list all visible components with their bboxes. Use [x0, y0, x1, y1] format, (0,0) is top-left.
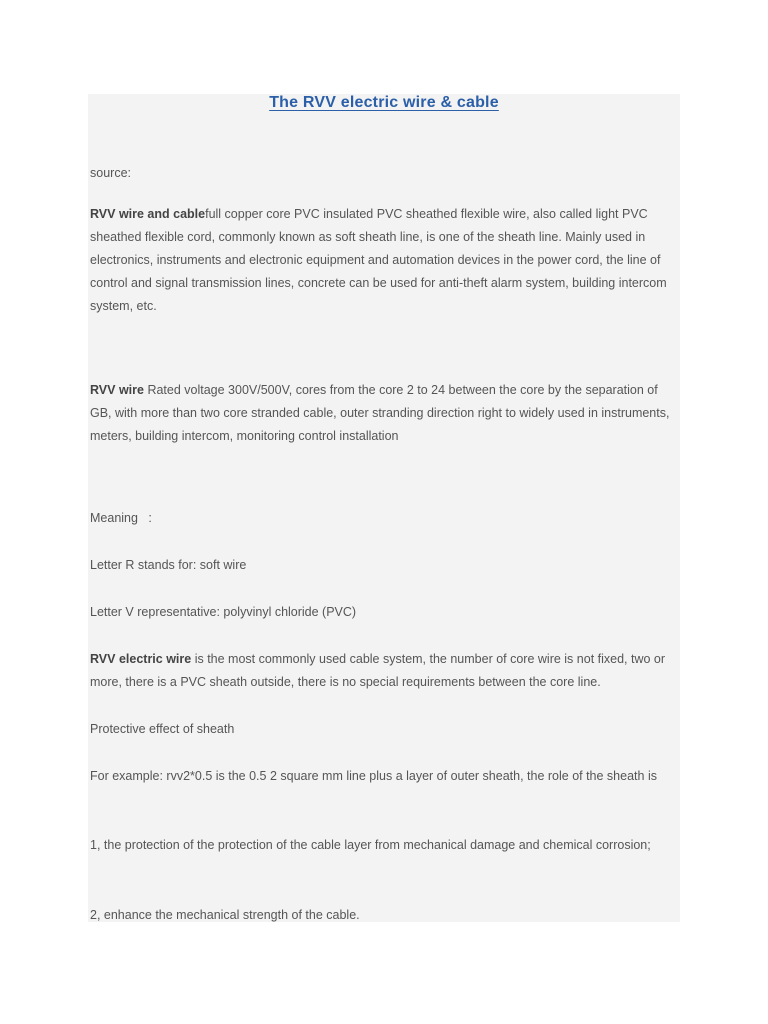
example-paragraph: For example: rvv2*0.5 is the 0.5 2 square mm line plus a layer of outer sheath, the role of the sheath is [90, 769, 657, 783]
intro-text: full copper core PVC insulated PVC sheathed flexible wire, also called light PVC sheathed flexible cord, commonly known as soft sheath line, is one of the sheath line. Mainly used in electronics, instruments and electronic equipment and automation devices in the power cord, the line of control and signal transmission lines, concrete can be used for anti-theft alarm system, building intercom system, etc. [90, 207, 667, 313]
rvv-wire-text: Rated voltage 300V/500V, cores from the core 2 to 24 between the core by the separation of GB, with more than two core stranded cable, outer stranding direction right to widely used in instruments, meters, building intercom, monitoring control installation [90, 383, 670, 443]
intro-paragraph [90, 203, 680, 318]
rvv-wire-bold-term: RVV wire [90, 383, 144, 397]
source-label: source: [90, 166, 131, 180]
point-1: 1, the protection of the protection of the cable layer from mechanical damage and chemical corrosion; [90, 838, 651, 852]
letter-r-line: Letter R stands for: soft wire [90, 558, 247, 572]
letter-v-line: Letter V representative: polyvinyl chloride (PVC) [90, 605, 357, 619]
rvv-wire-paragraph [90, 379, 680, 448]
document-title[interactable]: The RVV electric wire & cable [269, 94, 499, 111]
protective-heading: Protective effect of sheath [90, 722, 235, 736]
rvv-electric-text: is the most commonly used cable system, the number of core wire is not fixed, two or more, there is a PVC sheath outside, there is no special requirements between the core line. [90, 652, 666, 689]
point-2: 2, enhance the mechanical strength of the cable. [90, 908, 360, 922]
rvv-electric-bold-term: RVV electric wire [90, 652, 192, 666]
meaning-label: Meaning : [90, 511, 152, 525]
rvv-electric-paragraph [90, 648, 680, 694]
intro-bold-term: RVV wire and cable [90, 207, 206, 221]
